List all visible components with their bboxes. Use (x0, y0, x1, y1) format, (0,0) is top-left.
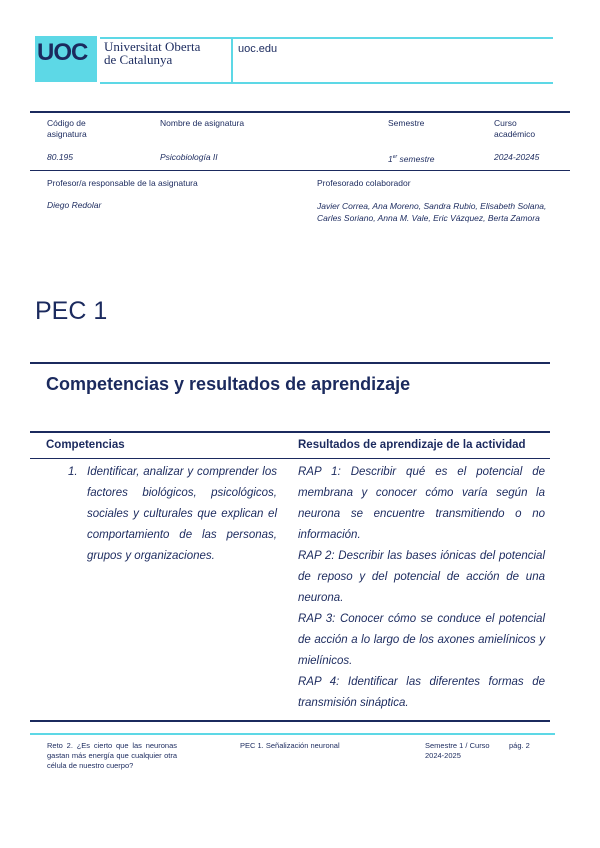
institution-line1: Universitat Oberta (104, 39, 201, 54)
footer-right: Semestre 1 / Curso 2024-2025 (425, 741, 490, 760)
rap-item: RAP 1: Describir qué es el potencial de membrana y conocer cómo varía según la neurona se encuentre transmitiendo o no información. (298, 466, 545, 541)
semester-label: Semestre (388, 118, 425, 128)
rap-item: RAP 2: Describir las bases iónicas del potencial de reposo y del potencial de acción de una neurona. (298, 550, 545, 604)
semester-value (388, 152, 435, 165)
col-header-competencias: Competencias (46, 439, 125, 451)
footer-rule (30, 733, 555, 735)
name-label: Nombre de asignatura (160, 118, 245, 128)
name-value: Psicobiología II (160, 152, 218, 162)
header-line-bottom (100, 82, 553, 84)
competence-text: Identificar, analizar y comprender los factores biológicos, psicológicos, sociales y culturales que explican el comportamiento de las personas, grupos y organizaciones. (87, 466, 277, 562)
year-label: Curso académico (494, 118, 536, 139)
collab-label: Profesorado colaborador (317, 178, 411, 188)
institution-line2: de Catalunya (104, 52, 173, 67)
prof-value: Diego Redolar (47, 200, 102, 210)
semester-word: semestre (397, 153, 435, 164)
semester-number: 1 (388, 153, 393, 164)
table-rule-top (30, 431, 550, 433)
rap-item: RAP 3: Conocer cómo se conduce el potencial de acción a lo largo de los axones amielínicos y mielínicos. (298, 613, 545, 667)
rap-item: RAP 4: Identificar las diferentes formas de transmisión sináptica. (298, 676, 545, 709)
section-title: Competencias y resultados de aprendizaje (46, 374, 411, 394)
col-header-resultados: Resultados de aprendizaje de la actividad (298, 439, 526, 451)
page-number: pág. 2 (509, 741, 530, 750)
course-info-top-rule (30, 111, 570, 113)
site-link[interactable]: uoc.edu (238, 43, 278, 55)
table-rule-bottom (30, 720, 550, 722)
semester-ordinal: er (392, 154, 398, 160)
course-info-mid-rule (30, 170, 570, 171)
section-rule-top (30, 362, 550, 364)
competence-number: 1. (68, 466, 78, 478)
document-title: PEC 1 (35, 297, 108, 325)
rap-list (298, 462, 545, 714)
prof-label: Profesor/a responsable de la asignatura (47, 178, 198, 188)
svg-text:UOC: UOC (37, 39, 88, 66)
uoc-logo (35, 36, 97, 82)
header-line-top (100, 37, 553, 39)
code-label: Código de asignatura (47, 118, 87, 139)
institution-name (104, 40, 200, 66)
table-header-rule (30, 458, 550, 459)
footer-left: Reto 2. ¿Es cierto que las neuronas gastan más energía que cualquier otra célula de nuestro cuerpo? (47, 741, 177, 770)
code-value: 80.195 (47, 152, 73, 162)
collab-value: Javier Correa, Ana Moreno, Sandra Rubio, Elisabeth Solana, Carles Soriano, Anna M. Vale, Eric Vázquez, Berta Zamora (317, 201, 547, 223)
year-value: 2024-20245 (494, 152, 540, 162)
footer-center: PEC 1. Señalización neuronal (240, 741, 340, 750)
header-line-vertical (231, 37, 233, 84)
